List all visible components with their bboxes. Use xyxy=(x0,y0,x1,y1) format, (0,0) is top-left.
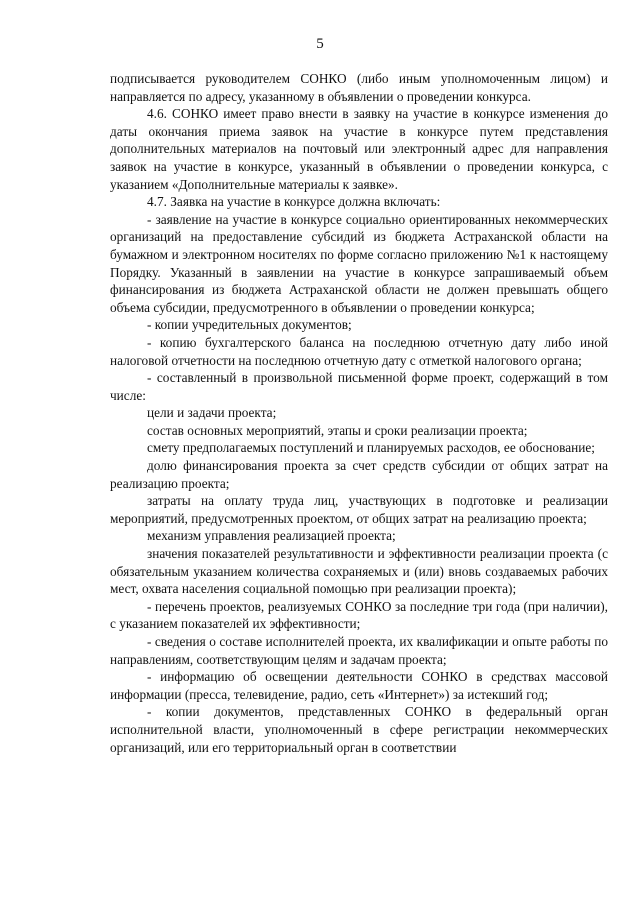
list-item-document-copies: - копии документов, представленных СОНКО в федеральный орган исполнительной власти, уполномоченный в сфере регистрации некоммерческих организаций, или его территориальный орган в соответствии xyxy=(110,704,608,755)
document-body xyxy=(110,70,608,756)
list-item-application: - заявление на участие в конкурсе социально ориентированных некоммерческих организаций на предоставление субсидий из бюджета Астраханской области на бумажном и электронном носителях по форме согласно приложению №1 к настоящему Порядку. Указанный в заявлении на участие в конкурсе запрашиваемый объем финансирования из бюджета Астраханской области не должен превышать общего объема субсидии, предусмотренного в объявлении о проведении конкурса; xyxy=(110,211,608,315)
project-item-budget: смету предполагаемых поступлений и планируемых расходов, ее обоснование; xyxy=(147,440,595,456)
paragraph-4-7: 4.7. Заявка на участие в конкурсе должна включать: xyxy=(147,194,441,210)
list-item-media-coverage: - информацию об освещении деятельности СОНКО в средствах массовой информации (пресса, телевидение, радио, сеть «Интернет») за истекший год; xyxy=(110,669,608,702)
list-item-executors: - сведения о составе исполнителей проекта, их квалификации и опыте работы по направлениям, соответствующим целям и задачам проекта; xyxy=(110,634,608,667)
list-item-project: - составленный в произвольной письменной форме проект, содержащий в том числе: xyxy=(110,370,608,403)
project-item-indicators: значения показателей результативности и эффективности реализации проекта (с обязательным указанием количества сохраняемых и (или) вновь создаваемых рабочих мест, охвата населения социальной помощью при реализации проекта); xyxy=(110,546,608,597)
paragraph-4-6: 4.6. СОНКО имеет право внести в заявку на участие в конкурсе изменения до даты окончания приема заявок на участие в конкурсе путем представления дополнительных материалов на почтовый или электронный адрес для направления заявок на участие в конкурсе, указанный в объявлении о проведении конкурса, с указанием «Дополнительные материалы к заявке». xyxy=(110,106,608,192)
project-item-labor-costs: затраты на оплату труда лиц, участвующих в подготовке и реализации мероприятий, предусмотренных проектом, от общих затрат на реализацию проекта; xyxy=(110,493,608,526)
project-item-subsidy-share: долю финансирования проекта за счет средств субсидии от общих затрат на реализацию проекта; xyxy=(110,458,608,491)
paragraph-continuation: подписывается руководителем СОНКО (либо иным уполномоченным лицом) и направляется по адресу, указанному в объявлении о проведении конкурса. xyxy=(110,71,608,104)
project-item-goals: цели и задачи проекта; xyxy=(147,405,277,421)
list-item-founding-documents: - копии учредительных документов; xyxy=(147,317,352,333)
page-number: 5 xyxy=(316,36,324,52)
list-item-previous-projects: - перечень проектов, реализуемых СОНКО за последние три года (при наличии), с указанием показателей их эффективности; xyxy=(110,598,608,632)
project-item-management: механизм управления реализацией проекта; xyxy=(147,528,396,544)
project-item-activities: состав основных мероприятий, этапы и сроки реализации проекта; xyxy=(147,422,528,438)
list-item-balance-sheet: - копию бухгалтерского баланса на последнюю отчетную дату либо иной налоговой отчетности на последнюю отчетную дату с отметкой налогового органа; xyxy=(110,334,608,368)
